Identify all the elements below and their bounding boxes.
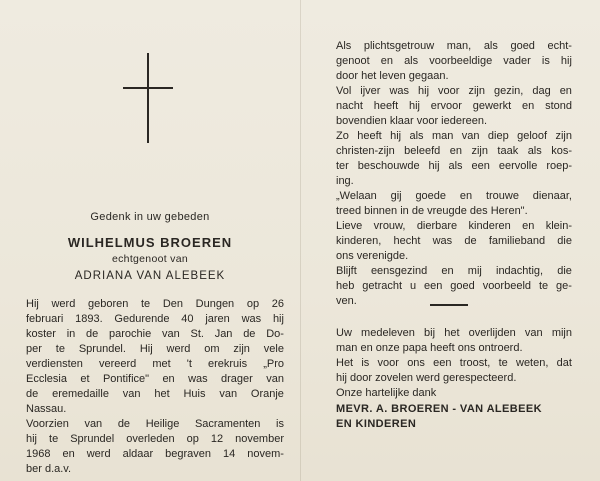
tribute-line: heb getracht u een goed voorbeeld te ge- [336,280,572,292]
signature-line: MEVR. A. BROEREN - VAN ALEBEEK [336,403,542,415]
tribute-line: bovendien klaar voor iedereen. [336,115,488,127]
tribute-line: nacht heeft hij ervoor gewerkt en stond [336,100,572,112]
bio-line: Voorzien van de Heilige Sacramenten is [26,418,284,430]
bio-line: 1968 en werd aldaar begraven 14 novem- [26,448,284,460]
thanks-line: hij door zovelen werd gerespecteerd. [336,372,517,384]
bio-line: Ecclesia et Pontifice" en was drager van [26,373,284,385]
deceased-name: WILHELMUS BROEREN [67,235,233,250]
tribute-line: „Welaan gij goede en trouwe dienaar, [336,190,572,202]
tribute-line: Lieve vrouw, dierbare kinderen en klein- [336,220,572,232]
tribute-line: door het leven gegaan. [336,70,449,82]
divider-rule [430,304,468,306]
tribute-line: ter beschouwde hij als een eervolle roep- [336,160,572,172]
bio-line: de eremedaille van het Huis van Oranje [26,388,284,400]
bio-line: verdiensten vereerd met 't erekruis „Pro [26,358,284,370]
biography [26,297,284,477]
bio-line: koster in de parochie van St. Jan de Do- [26,328,284,340]
bio-line: Nassau. [26,403,67,415]
bio-line: hij te Sprundel overleden op 12 november [26,433,284,445]
tribute-line: christen-zijn beleefd en zijn taak als kos- [336,145,572,157]
tribute-line: Vol ijver was hij voor zijn gezin, dag en [336,85,572,97]
thanks-text [336,326,572,401]
spouse-name: ADRIANA VAN ALEBEEK [74,270,226,282]
spouse-label: echtgenoot van [111,253,188,265]
thanks-line: man en onze papa heeft ons ontroerd. [336,342,523,354]
signature-line: EN KINDEREN [336,418,417,430]
tribute-line: kinderen, hecht was de familieband die [336,235,572,247]
bio-line: per te Sprundel. Hij werd om zijn vele [26,343,284,355]
tribute-line: ven. [336,295,357,307]
tribute-line: Blijft eensgezind en mij indachtig, die [336,265,572,277]
bio-line: februari 1893. Gedurende 40 jaren was hij [26,313,284,325]
memory-heading: Gedenk in uw gebeden [90,211,210,223]
signature [336,402,542,432]
tribute-line: genoot en als voorbeeldige vader is hij [336,55,572,67]
bio-line: ber d.a.v. [26,463,72,475]
tribute-line: treed binnen in de vreugde des Heren". [336,205,528,217]
thanks-line: Onze hartelijke dank [336,387,437,399]
tribute-line: Zo heeft hij als man van diep geloof zijn [336,130,572,142]
tribute-line: ing. [336,175,354,187]
tribute-text [336,39,572,309]
thanks-line: Het is voor ons een troost, te weten, dat [336,357,572,369]
thanks-line: Uw medeleven bij het overlijden van mijn [336,327,572,339]
tribute-line: Als plichtsgetrouw man, als goed echt- [336,40,572,52]
bio-line: Hij werd geboren te Den Dungen op 26 [26,298,284,310]
tribute-line: ons verenigde. [336,250,409,262]
